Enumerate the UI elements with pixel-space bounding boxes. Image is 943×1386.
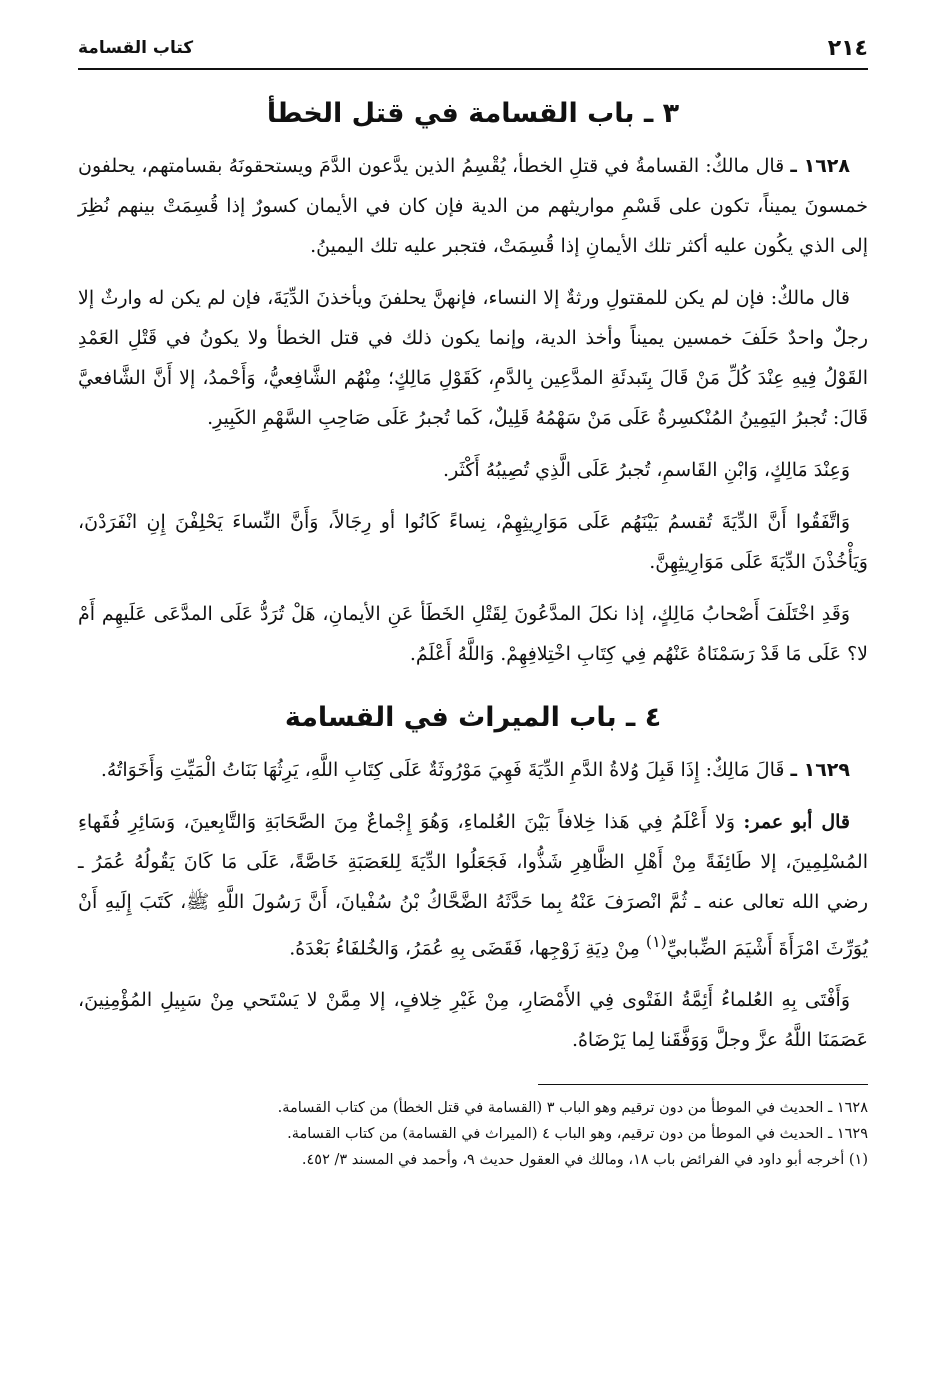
footnote-1628: ١٦٢٨ ـ الحديث في الموطأ من دون ترقيم وهو الباب ٣ (القسامة في قتل الخطأ) من كتاب القسامة. <box>277 1100 868 1117</box>
book-page <box>78 28 868 1173</box>
footnote-ref: (١) <box>645 932 667 951</box>
paragraph-disagreement: وَقَدِ اخْتَلَفَ أَصْحابُ مَالِكٍ، إذا نكلَ المدَّعُونَ لِقَتْلِ الخَطَأ عَنِ الأيمانِ، هَلْ تُرَدُّ عَلَى المدَّعَى عَلَيهِم أَمْ لا؟ عَلَى مَا قَدْ رَسَمْنَاهُ عَنْهُم فِي كِتَابِ اخْتِلافِهِمْ. وَاللَّهُ أَعْلَمُ. <box>78 603 868 665</box>
hadith-number: ١٦٢٩ ـ <box>790 759 850 781</box>
paragraph-agreement: وَاتَّفَقُوا أَنَّ الدِّيَةَ تُقسمُ بَيْنَهُم عَلَى مَوَارِيثِهِمْ، نِساءً كَانُوا أو رِجَالاً، وَأَنَّ النِّساءَ يَحْلِفْنَ إِنِ انْفَرَدْنَ، وَيَأْخُذْنَ الدِّيَةَ عَلَى مَوَارِيثِهِنَّ. <box>78 511 868 573</box>
hadith-text: قال مالكٌ: القسامةُ في قتلِ الخطأ، يُقْسِمُ الذين يدَّعون الدَّمَ ويستحقونَهُ بقسامتهم، يحلفون خمسونَ يميناً، تكون على قَسْمِ مواريثهم من الدية فإن كان في الأيمان كسورٌ إذا قُسِمَتْ بينهم نُظِرَ إلى الذي يكُون عليه أكثر تلك الأيمانِ إذا قُسِمَتْ، فتجبر عليه تلك اليمينُ. <box>78 155 868 257</box>
paragraph-text: وَلا أَعْلَمُ فِي هَذا خِلافاً بَيْنَ العُلماءِ، وَهُوَ إِجْماعٌ مِنَ الصَّحَابَةِ وَالتَّابِعينَ، وَسَائِرِ فُقَهاءِ المُسْلِمِينَ، إلا طَائِفَةً مِنْ أَهْلِ الظَّاهِرِ شَذُّوا، فَجَعَلُوا الدِّيَةَ لِلعَصَبَةِ خَاصَّةً، عَلَى مَا كَانَ يَقُولُهُ عُمَرُ ـ رضي الله تعالى عنه ـ ثُمَّ انْصرَفَ عَنْهُ بِما حَدَّثَهُ الضَّحَّاكُ بْنُ سُفْيانَ، أَنَّ رَسُولَ اللَّهِ ﷺ، كَتَبَ إِلَيهِ أَنْ يُوَرِّثَ امْرَأَةَ أَشْيَمَ الضِّبابيِّ <box>78 811 868 960</box>
running-title: كتاب القسامة <box>78 38 194 58</box>
section-3-heading: ٣ ـ باب القسامة في قتل الخطأ <box>266 98 680 129</box>
hadith-number: ١٦٢٨ ـ <box>790 155 850 177</box>
running-header <box>78 28 868 70</box>
paragraph-fatwa: وَأَفْتَى بِهِ العُلماءُ أَئِمَّةُ الفَتْوى فِي الأَمْصَارِ، مِنْ غَيْرِ خِلافٍ، إلا مِمَّنْ لا يَسْتَحي مِنْ سَبِيلِ المُؤْمِنِينَ، عَصَمَنَا اللَّهُ عزَّ وجلَّ وَوَفَّقَنا لِما يَرْضَاهُ. <box>78 989 868 1052</box>
footnotes <box>78 1095 868 1173</box>
paragraph-malik-commentary: قال مالكٌ: فإن لم يكن للمقتولِ ورثةٌ إلا النساء، فإنهنَّ يحلفنَ ويأخذنَ الدِّيَةَ، فإن لم يكن له وارثٌ إلا رجلٌ واحدٌ حَلَفَ خمسين يميناً وأخذ الدية، وإنما يكون ذلك في قتل الخطأ ولا يكونُ في قَتْلِ العَمْدِ القَوْلُ فِيهِ عِنْدَ كُلِّ مَنْ قَالَ بِتَبدئَةِ المدَّعِين بِالدَّمِ، كَقَوْلِ مَالِكٍ؛ مِنْهُم الشَّافِعيُّ، وَأَحْمدُ، إلا أَنَّ الشَّافعيَّ قَالَ: تُجبرُ اليَمِينُ المُنْكسِرةُ عَلَى مَنْ سَهْمُهُ قَلِيلٌ، كَما تُجبرُ عَلَى صَاحِبِ السَّهْمِ الكَبِيرِ. <box>78 287 868 429</box>
paragraph-tail: مِنْ دِيَةِ زَوْجِها، فَقَضَى بِهِ عُمَرُ، وَالخُلفَاءُ بَعْدَهُ. <box>289 937 640 960</box>
section-4-heading: ٤ ـ باب الميراث في القسامة <box>284 702 662 733</box>
footnote-1: (١) أخرجه أبو داود في الفرائض باب ١٨، ومالك في العقول حديث ٩، وأحمد في المسند ٣/ ٤٥٢. <box>301 1152 868 1169</box>
paragraph-abu-umar <box>78 802 868 968</box>
hadith-1629 <box>78 750 868 790</box>
paragraph-ibn-qasim: وَعِنْدَ مَالِكٍ، وَابْنِ القَاسمِ، تُجبرُ عَلَى الَّذِي تُصِيبُهُ أَكْثَر. <box>443 459 850 481</box>
footnote-1629: ١٦٢٩ ـ الحديث في الموطأ من دون ترقيم، وهو الباب ٤ (الميراث في القسامة) من كتاب القسامة. <box>287 1126 868 1143</box>
page-number: ٢١٤ <box>827 35 868 61</box>
speaker-label: قال أبو عمر: <box>743 811 851 833</box>
hadith-1628 <box>78 146 868 266</box>
hadith-text: قَالَ مَالِكٌ: إِذَا قَبِلَ وُلاةُ الدَّمِ الدِّيَةَ فَهِيَ مَوْرُوثَةٌ عَلَى كِتَابِ اللَّهِ، يَرِثُهَا بَنَاتُ الْمَيِّتِ وَأَخَوَاتُهُ. <box>100 759 785 781</box>
footnote-separator <box>538 1084 868 1085</box>
